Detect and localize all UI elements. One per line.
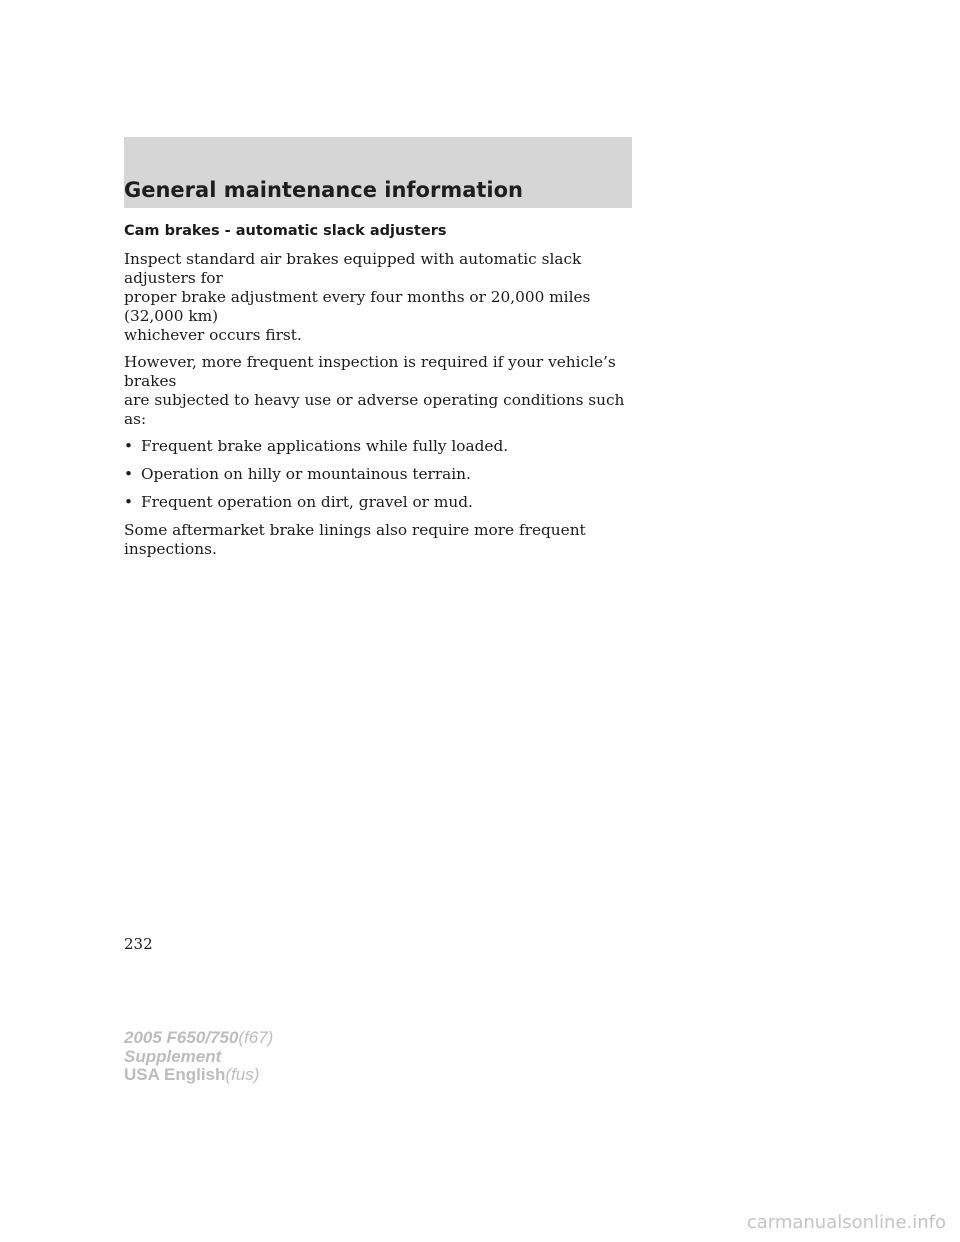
paragraph-frequent-inspection [124, 353, 644, 429]
content [124, 222, 644, 567]
list-item [124, 437, 644, 456]
footer-language: USA English [124, 1065, 226, 1084]
section-heading: Cam brakes - automatic slack adjusters [124, 223, 447, 239]
paragraph-line: proper brake adjustment every four months or 20,000 miles (32,000 km) [124, 288, 591, 325]
list-item-text: Frequent operation on dirt, gravel or mud. [141, 493, 473, 511]
paragraph-line: However, more frequent inspection is required if your vehicle’s brakes [124, 353, 616, 390]
footer-model: 2005 F650/750 [124, 1028, 239, 1047]
bullet-icon: • [124, 465, 134, 483]
paragraph-aftermarket: Some aftermarket brake linings also require more frequent inspections. [124, 521, 586, 558]
list-item-text: Operation on hilly or mountainous terrain. [141, 465, 471, 483]
footer-doc-type: Supplement [124, 1046, 222, 1066]
list-item-text: Frequent brake applications while fully loaded. [141, 437, 509, 455]
bullet-icon: • [124, 437, 134, 455]
document-footer [124, 1029, 273, 1085]
page-number: 232 [124, 935, 153, 953]
paragraph-inspection [124, 250, 644, 345]
condition-list [124, 437, 644, 512]
bullet-icon: • [124, 493, 134, 511]
paragraph-line: Inspect standard air brakes equipped with automatic slack adjusters for [124, 250, 582, 287]
list-item [124, 493, 644, 512]
page-title: General maintenance information [124, 178, 523, 202]
footer-model-line [124, 1029, 273, 1048]
footer-language-line [124, 1066, 273, 1085]
footer-model-code: (f67) [238, 1028, 274, 1047]
list-item [124, 465, 644, 484]
paragraph-line: are subjected to heavy use or adverse operating conditions such as: [124, 391, 625, 428]
watermark: carmanualsonline.info [746, 1212, 946, 1233]
paragraph-line: whichever occurs first. [124, 326, 302, 344]
footer-language-code: (fus) [225, 1065, 260, 1084]
